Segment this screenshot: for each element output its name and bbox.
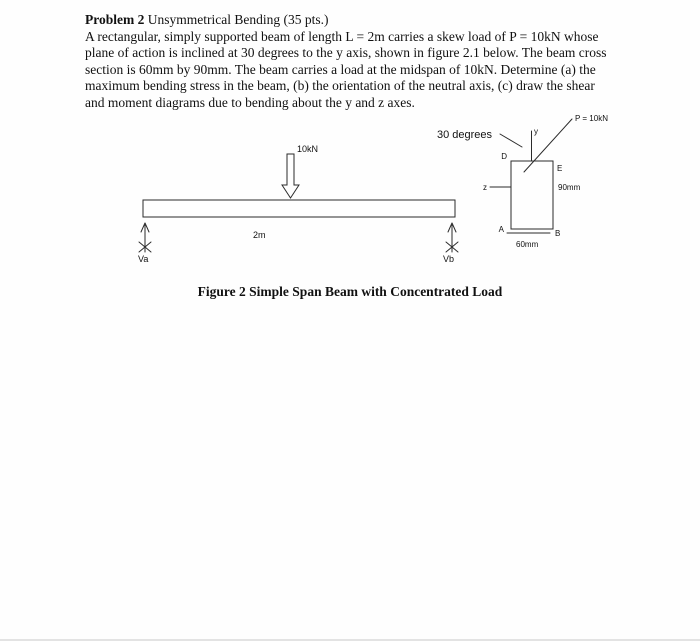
problem-text-line-1: A rectangular, simply supported beam of length L = 2m carries a skew load of P = 10kN whose bbox=[85, 28, 599, 44]
right-support-icon bbox=[446, 223, 458, 252]
angle-leader-line bbox=[500, 134, 522, 147]
problem-text-line-4: maximum bending stress in the beam, (b) the orientation of the neutral axis, (c) draw the shear bbox=[85, 78, 595, 93]
angle-label: 30 degrees bbox=[437, 129, 493, 141]
corner-label-d: D bbox=[501, 152, 507, 161]
y-axis-label: y bbox=[534, 127, 538, 136]
left-reaction-label: Va bbox=[138, 254, 149, 264]
right-reaction-label: Vb bbox=[443, 254, 455, 264]
problem-title: Unsymmetrical Bending (35 pts.) bbox=[144, 12, 329, 27]
figure-caption: Figure 2 Simple Span Beam with Concentrated Load bbox=[197, 284, 503, 299]
problem-number: Problem 2 bbox=[85, 12, 145, 27]
section-width-label: 60mm bbox=[516, 240, 539, 249]
section-height-label: 90mm bbox=[558, 183, 581, 192]
span-label: 2m bbox=[253, 230, 266, 240]
corner-label-b: B bbox=[555, 229, 561, 238]
skew-load-label: P = 10kN bbox=[575, 114, 608, 123]
problem-text-line-2: plane of action is inclined at 30 degrees to the y axis, shown in figure 2.1 below. The beam cross bbox=[85, 45, 607, 60]
point-load-arrow-icon bbox=[282, 154, 299, 198]
beam-outline bbox=[143, 200, 455, 217]
point-load-label: 10kN bbox=[297, 144, 319, 154]
cross-section-outline bbox=[511, 161, 553, 229]
problem-text-line-3: section is 60mm by 90mm. The beam carries a load at the midspan of 10kN. Determine (a) the bbox=[85, 61, 596, 77]
problem-text-line-5: and moment diagrams due to bending about the y and z axes. bbox=[85, 94, 415, 110]
corner-label-a: A bbox=[498, 225, 504, 234]
corner-label-e: E bbox=[557, 164, 563, 173]
z-axis-label: z bbox=[483, 183, 487, 192]
left-support-icon bbox=[139, 223, 151, 252]
